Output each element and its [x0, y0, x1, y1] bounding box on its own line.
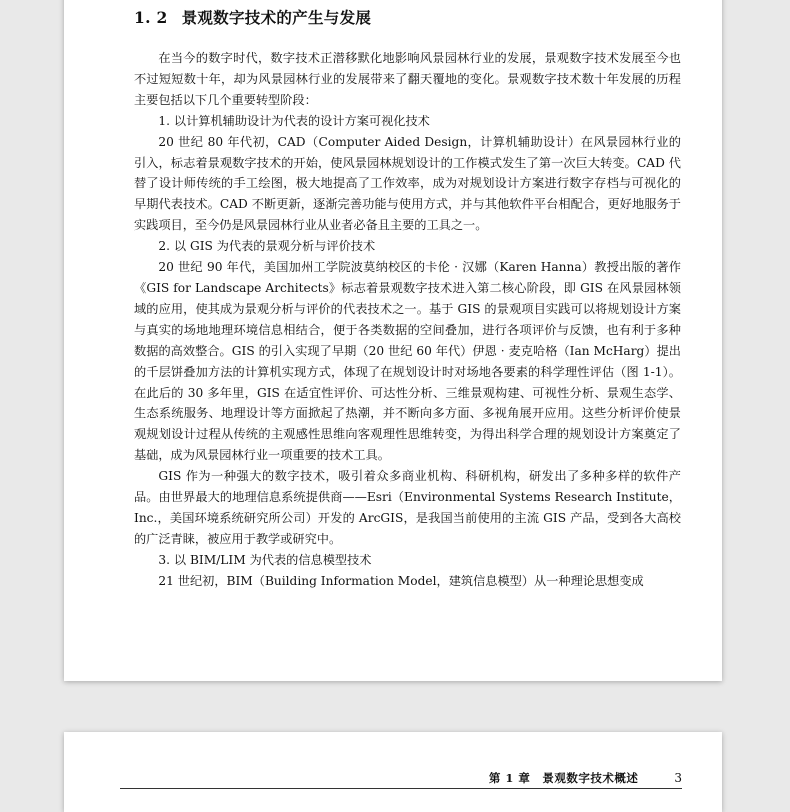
section-heading: [134, 6, 371, 28]
next-page-sheet: [64, 732, 722, 812]
section-number: 1. 2: [134, 8, 168, 27]
paragraph-gis: 20 世纪 90 年代，美国加州工学院波莫纳校区的卡伦 · 汉娜（Karen Hanna）教授出版的著作《GIS for Landscape Architects》标志着景观数字技术进入第二核心阶段，即 GIS 在风景园林领域的应用，使其成为景观分析与评价的代表技术之一。基于 GIS 的景观项目实践可以将规划设计方案与真实的场地地理环境信息相结合，便于各类数据的空间叠加，进行各项评价与反馈，也有利于多种数据的高效整合。GIS 的引入实现了早期（20 世纪 60 年代）伊恩 · 麦克哈格（Ian McHarg）提出的千层饼叠加方法的计算机实现方式，体现了在规划设计时对场地各要素的科学理性评估（图 1-1）。在此后的 30 多年里，GIS 在适宜性评价、可达性分析、三维景观构建、可视性分析、景观生态学、生态系统服务、地理设计等方面掀起了热潮，并不断向多方面、多视角展开应用。这些分析评价使景观规划设计过程从传统的主观感性思维向客观理性思维转变，为得出科学合理的规划设计方案奠定了基础，成为风景园林行业一项重要的技术工具。: [134, 260, 681, 463]
paragraph-gis-software: GIS 作为一种强大的数字技术，吸引着众多商业机构、科研机构，研发出了多种多样的软件产品。由世界最大的地理信息系统提供商——Esri（Environmental Systems Research Institute，Inc.，美国环境系统研究所公司）开发的 ArcGIS，是我国当前使用的主流 GIS 产品，受到各大高校的广泛青睐，被应用于教学或研究中。: [134, 469, 681, 546]
running-header: [120, 770, 682, 789]
page-number: 3: [674, 771, 682, 785]
paragraph-cad: 20 世纪 80 年代初，CAD（Computer Aided Design，计算机辅助设计）在风景园林行业的引入，标志着景观数字技术的开始，使风景园林规划设计的工作模式发生了第一次巨大转变。CAD 代替了设计师传统的手工绘图，极大地提高了工作效率，成为对规划设计方案进行数字存档与可视化的早期代表技术。CAD 不断更新，逐渐完善功能与使用方式，并与其他软件平台相配合，更好地服务于实践项目，至今仍是风景园林行业从业者必备且主要的工具之一。: [134, 134, 681, 233]
section-title: 景观数字技术的产生与发展: [181, 8, 372, 27]
subheading-cad: 1. 以计算机辅助设计为代表的设计方案可视化技术: [158, 113, 430, 128]
chapter-title: 第 1 章 景观数字技术概述: [488, 771, 639, 785]
body-text: [134, 48, 681, 592]
subheading-gis: 2. 以 GIS 为代表的景观分析与评价技术: [158, 239, 376, 254]
paragraph-bim: 21 世纪初，BIM（Building Information Model，建筑信息模型）从一种理论思想变成: [158, 573, 644, 588]
subheading-bim: 3. 以 BIM/LIM 为代表的信息模型技术: [158, 552, 372, 567]
paragraph-intro: 在当今的数字时代，数字技术正潜移默化地影响风景园林行业的发展，景观数字技术发展至今也不过短短数十年，却为风景园林行业的发展带来了翻天覆地的变化。景观数字技术数十年发展的历程主要包括以下几个重要转型阶段：: [134, 51, 681, 107]
page-sheet: [64, 0, 722, 681]
